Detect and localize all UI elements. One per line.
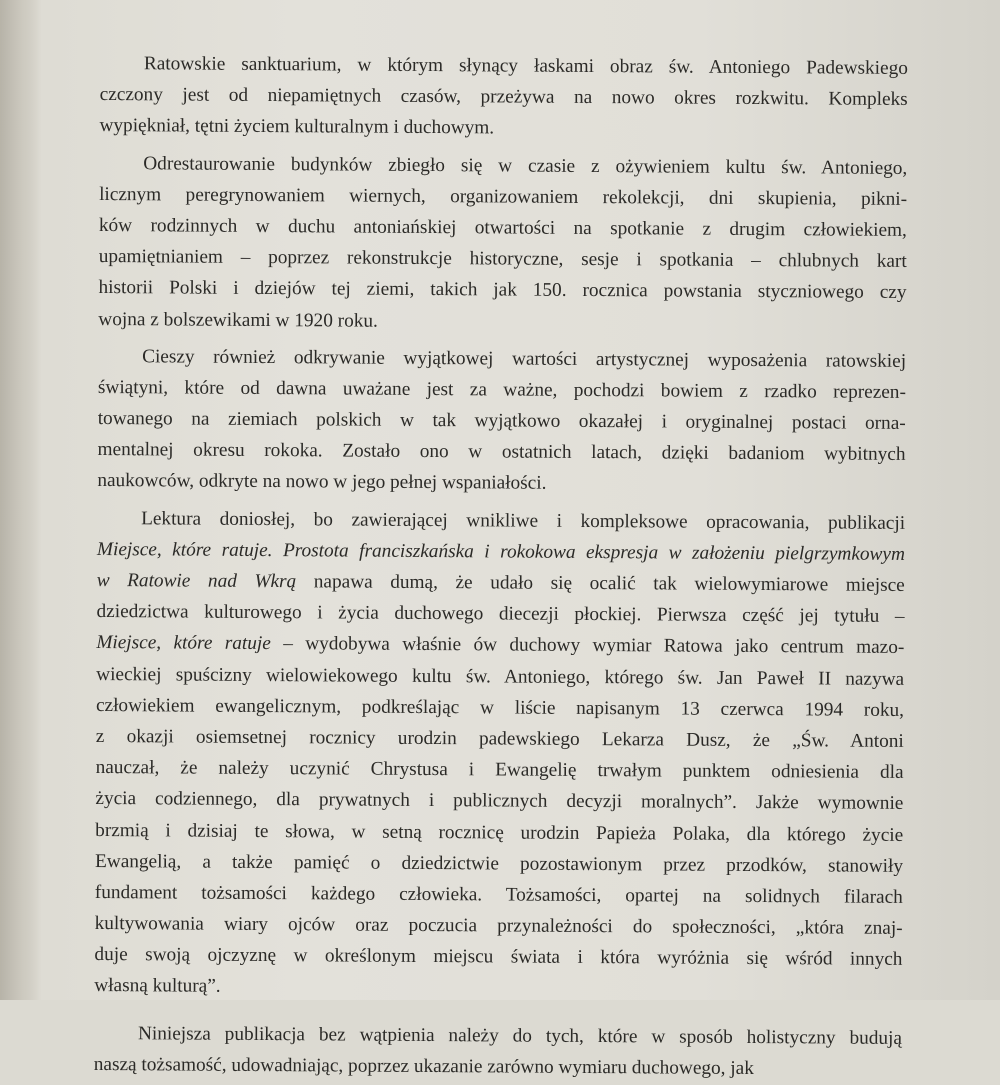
text-segment: napawa dumą, że udało się ocalić tak wielowymiarowe miejsce — [296, 571, 905, 596]
text-segment: wieckiej spuścizny wielowiekowego kultu św. Antoniego, którego św. Jan Paweł II nazywa — [96, 663, 905, 690]
text-line — [99, 179, 907, 215]
text-segment: brzmią i dzisiaj te słowa, w setną rocznicę urodzin Papieża Polaka, dla którego życie — [95, 819, 904, 846]
text-segment: Cieszy również odkrywanie wyjątkowej wartości artystycznej wyposażenia ratowskiej — [142, 345, 907, 372]
text-line — [97, 434, 905, 470]
text-segment: wypiękniał, tętni życiem kulturalnym i duchowym. — [99, 115, 495, 139]
paragraph — [97, 341, 906, 502]
text-line — [96, 627, 904, 663]
text-line — [96, 659, 904, 695]
text-line — [95, 783, 903, 819]
text-line — [96, 721, 904, 757]
text-line — [97, 565, 905, 601]
text-segment: Lektura doniosłej, bo zawierającej wnikliwe i kompleksowe opracowania, publikacji — [141, 507, 906, 534]
text-segment: kultywowania wiary ojców oraz poczucia przynależności do społeczności, „która znaj- — [94, 913, 903, 939]
text-line — [98, 341, 906, 377]
text-line — [98, 303, 906, 339]
text-segment: wojna z bolszewikami w 1920 roku. — [98, 308, 378, 332]
paragraph — [94, 503, 905, 1007]
text-line — [96, 752, 904, 788]
text-segment: własną kulturą”. — [94, 975, 221, 998]
italic-title-segment: Miejsce, które ratuje. Prostota franciszkańska i rokokowa ekspresja w założeniu pielgrzymkowym — [96, 538, 905, 565]
page-body-text — [94, 48, 908, 1085]
text-line — [99, 110, 907, 146]
text-segment: człowiekiem ewangelicznym, podkreślając w liście napisanym 13 czerwca 1994 roku, — [95, 694, 905, 721]
text-line — [96, 596, 904, 632]
paragraph — [98, 148, 907, 340]
text-segment: licznym peregrynowaniem wiernych, organizowaniem rekolekcji, dni skupienia, pikni- — [99, 183, 908, 210]
text-segment: czczony jest od niepamiętnych czasów, przeżywa na nowo okres rozkwitu. Kompleks — [99, 84, 908, 111]
paragraph — [94, 1018, 902, 1085]
text-segment: dziedzictwa kulturowego i życia duchowego diecezji płockiej. Pierwsza część jej tytułu – — [96, 601, 905, 628]
text-line — [99, 148, 907, 184]
text-line — [98, 403, 906, 439]
text-segment: Ewangelią, a także pamięć o dziedzictwie pozostawionym przez przodków, stanowiły — [94, 850, 904, 877]
text-segment: życia codziennego, dla prywatnych i publicznych decyzji moralnych”. Jakże wymownie — [95, 788, 904, 815]
text-line — [96, 690, 904, 726]
text-line — [95, 908, 903, 944]
text-line — [98, 272, 906, 308]
italic-title-segment: w Ratowie nad Wkrą — [96, 569, 297, 593]
text-line — [94, 939, 902, 975]
text-line — [98, 372, 906, 408]
text-line — [94, 1049, 902, 1085]
italic-title-segment: Miejsce, które ratuje — [96, 632, 271, 655]
text-line — [97, 503, 905, 539]
paragraph — [99, 48, 908, 146]
text-segment: naukowców, odkryte na nowo w jego pełnej wspaniałości. — [97, 470, 547, 495]
text-line — [99, 210, 907, 246]
text-segment: Odrestaurowanie budynków zbiegło się w czasie z ożywieniem kultu św. Antoniego, — [143, 152, 908, 179]
text-line — [100, 48, 908, 84]
text-line — [94, 1018, 902, 1054]
text-segment: ków rodzinnych w duchu antoniańskiej otwartości na spotkanie z drugim człowiekiem, — [98, 214, 907, 241]
text-line — [97, 465, 905, 501]
text-line — [99, 241, 907, 277]
text-segment: Niniejsza publikacja bez wątpienia należy do tych, które w sposób holistyczny budują — [137, 1022, 903, 1049]
text-segment: upamiętnianiem – poprzez rekonstrukcje historyczne, sesje i spotkania – chlubnych kart — [98, 246, 907, 273]
text-line — [95, 814, 903, 850]
text-line — [94, 970, 902, 1006]
text-line — [95, 846, 903, 882]
text-segment: świątyni, które od dawna uważane jest za ważne, pochodzi bowiem z rzadko reprezen- — [97, 376, 906, 403]
book-spine-shadow — [0, 0, 42, 1000]
text-segment: duje swoją ojczyznę w określonym miejscu świata i która wyróżnia się wśród innych — [94, 944, 903, 971]
text-segment: historii Polski i dziejów tej ziemi, takich jak 150. rocznica powstania styczniowego czy — [98, 277, 907, 304]
text-segment: z okazji osiemsetnej rocznicy urodzin padewskiego Lekarza Dusz, że „Św. Antoni — [95, 725, 904, 752]
text-segment: naszą tożsamość, udowadniając, poprzez ukazanie zarówno wymiaru duchowego, jak — [93, 1053, 754, 1079]
text-segment: fundament tożsamości każdego człowieka. Tożsamości, opartej na solidnych filarach — [94, 881, 903, 908]
text-line — [97, 534, 905, 570]
text-line — [95, 877, 903, 913]
text-segment: towanego na ziemiach polskich w tak wyjątkowo okazałej i oryginalnej postaci orna- — [97, 408, 906, 434]
text-segment: mentalnej okresu rokoka. Zostało ono w ostatnich latach, dzięki badaniom wybitnych — [97, 439, 906, 466]
text-segment: nauczał, że należy uczynić Chrystusa i Ewangelię trwałym punktem odniesienia dla — [95, 757, 904, 784]
text-line — [100, 79, 908, 115]
text-segment: – wydobywa właśnie ów duchowy wymiar Ratowa jako centrum mazo- — [270, 633, 905, 659]
text-segment: Ratowskie sanktuarium, w którym słynący łaskami obraz św. Antoniego Padewskiego — [143, 53, 908, 79]
